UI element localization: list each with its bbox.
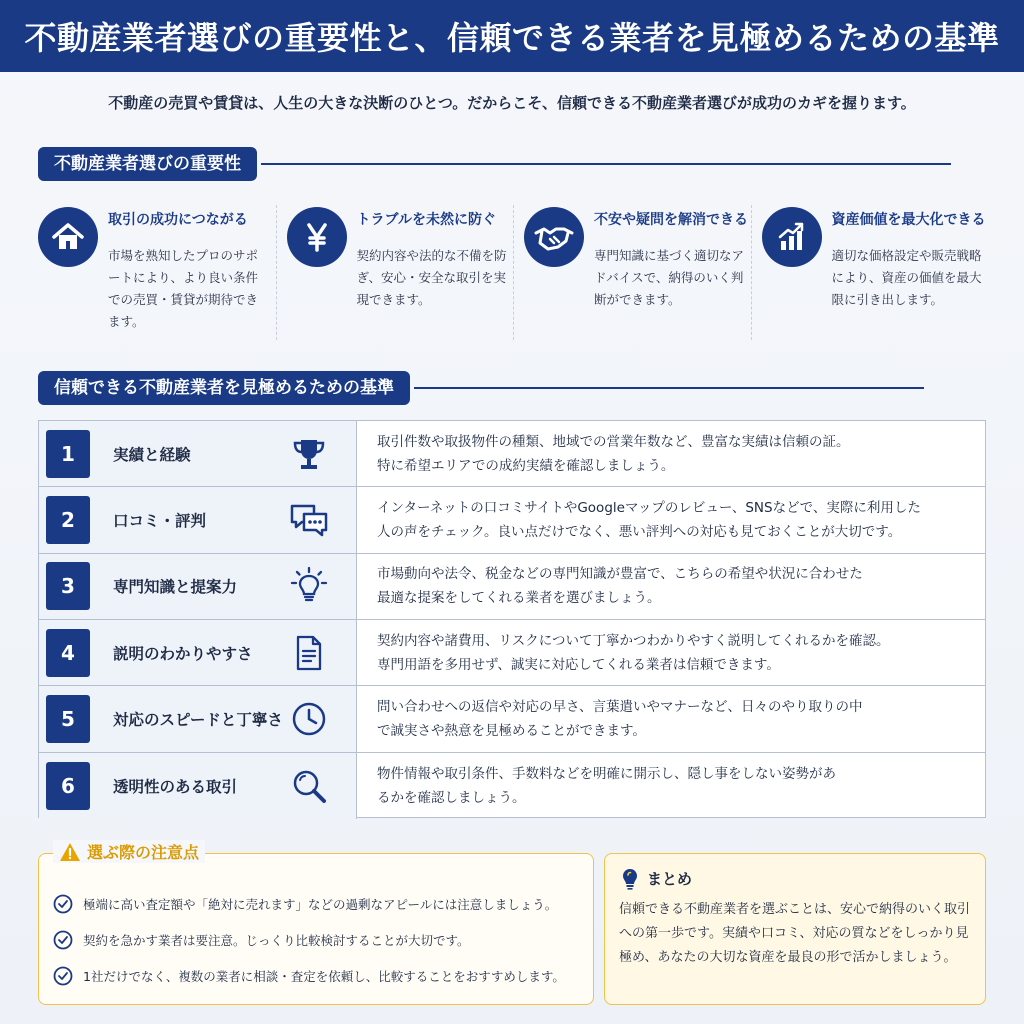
clock-icon <box>287 697 331 741</box>
table-row <box>39 421 985 487</box>
criteria-description-line: 契約内容や諸費用、リスクについて丁寧かつわかりやすく説明してくれるかを確認。 <box>377 632 890 649</box>
criteria-number: 4 <box>46 629 90 677</box>
table-row <box>39 554 985 620</box>
criteria-table <box>38 420 986 818</box>
list-item <box>53 958 565 994</box>
criteria-section-heading <box>38 371 924 405</box>
heading-divider <box>261 163 951 165</box>
criteria-description <box>357 421 985 486</box>
intro-text: 不動産の売買や賃貸は、人生の大きな決断のひとつ。だからこそ、信頼できる不動産業者選びが成功のカギを握ります。 <box>108 94 916 112</box>
magnifier-icon <box>287 764 331 808</box>
page-header <box>0 0 1024 72</box>
criteria-label-cell <box>39 686 357 751</box>
criteria-description-line: で誠実さや熱意を見極めることができます。 <box>377 722 646 739</box>
check-circle-icon <box>53 930 73 950</box>
criteria-description-line: 市場動向や法令、税金などの専門知識が豊富で、こちらの希望や状況に合わせた <box>377 566 863 583</box>
caution-text: 1社だけでなく、複数の業者に相談・査定を依頼し、比較することをおすすめします。 <box>83 969 565 984</box>
importance-heading-label: 不動産業者選びの重要性 <box>38 147 257 181</box>
criteria-label: 対応のスピードと丁寧さ <box>113 710 283 729</box>
criteria-description-line: 物件情報や取引条件、手数料などを明確に開示し、隠し事をしない姿勢があ <box>377 765 836 782</box>
criteria-description <box>357 620 985 685</box>
list-item <box>53 922 565 958</box>
importance-text: 契約内容や法的な不備を防ぎ、安心・安全な取引を実現できます。 <box>356 248 507 307</box>
criteria-label-cell <box>39 421 357 486</box>
criteria-description <box>357 554 985 619</box>
importance-list <box>38 205 988 340</box>
summary-title: まとめ <box>647 869 693 888</box>
criteria-description-line: 問い合わせへの返信や対応の早さ、言葉遣いやマナーなど、日々のやり取りの中 <box>377 698 863 715</box>
criteria-description <box>357 753 985 819</box>
speech-bubbles-icon <box>287 498 331 542</box>
table-row <box>39 686 985 752</box>
importance-title: 取引の成功につながる <box>108 212 248 228</box>
criteria-description-line: インターネットの口コミサイトやGoogleマップのレビュー、SNSなどで、実際に利用した <box>377 500 921 516</box>
importance-title: トラブルを未然に防ぐ <box>356 212 496 228</box>
importance-text: 市場を熟知したプロのサポートにより、より良い条件での売買・賃貸が期待できます。 <box>108 248 259 329</box>
criteria-description-line: 人の声をチェック。良い点だけでなく、悪い評判への対応も見ておくことが大切です。 <box>377 524 902 540</box>
house-icon <box>38 207 98 267</box>
document-icon <box>287 631 331 675</box>
criteria-description <box>357 487 985 552</box>
table-row <box>39 620 985 686</box>
criteria-label-cell <box>39 487 357 552</box>
caution-heading <box>53 840 205 863</box>
importance-item <box>751 205 989 340</box>
criteria-label: 口コミ・評判 <box>113 511 207 530</box>
importance-text: 適切な価格設定や販売戦略により、資産の価値を最大限に引き出します。 <box>831 248 982 307</box>
warning-icon <box>59 842 81 862</box>
criteria-description <box>357 686 985 751</box>
criteria-heading-label: 信頼できる不動産業者を見極めるための基準 <box>38 371 410 405</box>
criteria-label-cell <box>39 620 357 685</box>
yen-icon <box>287 207 347 267</box>
summary-box <box>604 853 986 1005</box>
criteria-number: 5 <box>46 695 90 743</box>
importance-text: 専門知識に基づく適切なアドバイスで、納得のいく判断ができます。 <box>594 248 745 307</box>
heading-divider <box>414 387 924 389</box>
criteria-description-line: 特に希望エリアでの成約実績を確認しましょう。 <box>377 457 675 474</box>
check-circle-icon <box>53 894 73 914</box>
importance-title: 不安や疑問を解消できる <box>594 212 748 228</box>
caution-title: 選ぶ際の注意点 <box>87 843 200 862</box>
criteria-number: 3 <box>46 562 90 610</box>
handshake-icon <box>524 207 584 267</box>
criteria-number: 2 <box>46 496 90 544</box>
caution-box <box>38 843 594 1005</box>
criteria-description-line: 取引件数や取扱物件の種類、地域での営業年数など、豊富な実績は信頼の証。 <box>377 433 850 450</box>
caution-list <box>53 886 565 994</box>
criteria-label: 実績と経験 <box>113 445 191 464</box>
trophy-icon <box>287 432 331 476</box>
lightbulb-icon <box>619 866 641 890</box>
table-row <box>39 753 985 819</box>
criteria-number: 1 <box>46 430 90 478</box>
importance-item <box>276 205 514 340</box>
importance-item <box>38 205 276 340</box>
caution-text: 極端に高い査定額や「絶対に売れます」などの過剰なアピールには注意しましょう。 <box>83 897 558 912</box>
criteria-description-line: るかを確認しましょう。 <box>377 789 526 806</box>
lightbulb-icon <box>287 564 331 608</box>
importance-title: 資産価値を最大化できる <box>831 212 986 228</box>
criteria-label-cell <box>39 554 357 619</box>
page-title: 不動産業者選びの重要性と、信頼できる業者を見極めるための基準 <box>24 19 1000 57</box>
importance-section-heading <box>38 147 951 181</box>
list-item <box>53 886 565 922</box>
criteria-description-line: 最適な提案をしてくれる業者を選びましょう。 <box>377 590 661 607</box>
criteria-label: 透明性のある取引 <box>113 777 238 796</box>
criteria-description-line: 専門用語を多用せず、誠実に対応してくれる業者は信頼できます。 <box>377 656 780 673</box>
check-circle-icon <box>53 966 73 986</box>
criteria-label: 説明のわかりやすさ <box>113 644 253 663</box>
criteria-label: 専門知識と提案力 <box>113 578 238 597</box>
criteria-number: 6 <box>46 762 90 810</box>
summary-text: 信頼できる不動産業者を選ぶことは、安心で納得のいく取引への第一歩です。実績や口コミ、対応の質などをしっかり見極め、あなたの大切な資産を最良の形で活かしましょう。 <box>619 902 971 965</box>
criteria-label-cell <box>39 753 357 819</box>
summary-heading <box>619 866 971 890</box>
growth-chart-icon <box>762 207 822 267</box>
importance-item <box>513 205 751 340</box>
table-row <box>39 487 985 553</box>
caution-text: 契約を急かす業者は要注意。じっくり比較検討することが大切です。 <box>83 933 470 948</box>
